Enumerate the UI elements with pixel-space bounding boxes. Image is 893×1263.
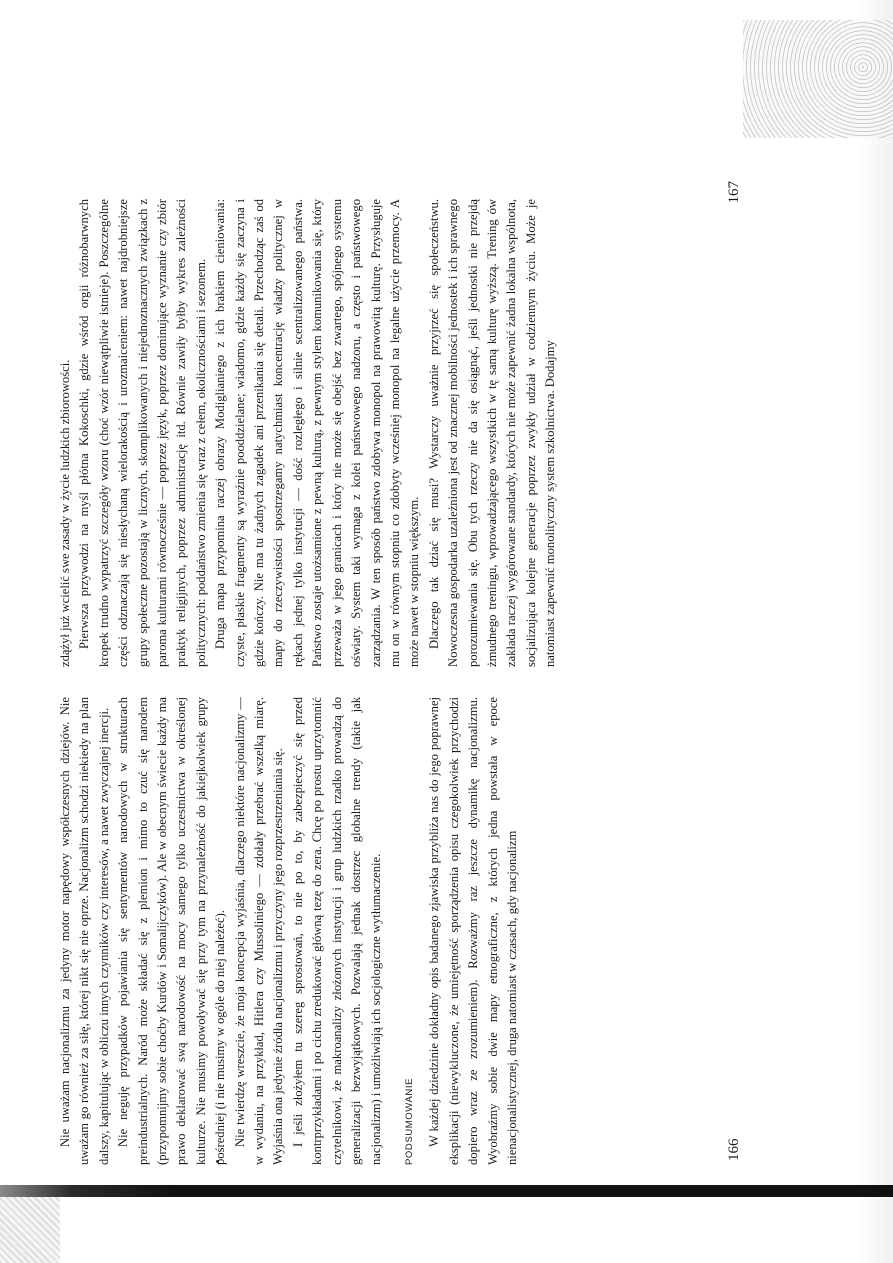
right-page-column — [56, 199, 718, 667]
paragraph: I jeśli złożyłem tu szereg sprostowań, to nie po to, by zabezpieczyć się przed kontrprzykładami i po cichu zredukować główną tezę do zera. Chcę po prostu uprzytomnić czytelnikowi, że makroanalizy złożonych instytucji i grup ludzkich rzadko prowadzą do generalizacji bezwyjątkowych. Pozwalają jednak dostrzec globalne trendy (takie jak nacjonalizm) i umożliwiają ich socjologiczne wytłumaczenie. — [290, 697, 383, 1165]
page-number-left: 166 — [726, 1138, 742, 1161]
section-heading: PODSUMOWANIE — [403, 1077, 415, 1165]
scan-binding-shadow — [0, 1185, 893, 1197]
paragraph: W każdej dziedzinie dokładny opis badanego zjawiska przybliża nas do jego poprawnej eksplikacji (niewykluczone, że umiejętność sporządzenia opisu czegokolwiek przychodzi dopiero wraz ze zrozumieniem). Rozważmy raz jeszcze dynamikę nacjonalizmu. Wyobraźmy sobie dwie mapy etnograficzne, z których jedna powstała w epoce nienacjonalistycznej, druga natomiast w czasach, gdy nacjonalizm — [427, 697, 519, 1165]
scan-noise-artifact — [743, 20, 893, 138]
paragraph: Dlaczego tak dziać się musi? Wystarczy uważnie przyjrzeć się społeczeństwu. Nowoczesna gospodarka uzależniona jest od znacznej mobilności jednostek i ich sprawnego porozumiewania się. Obu tych rzeczy nie da się osiągnąć, jeśli jednostki nie przejdą żmudnego treningu, wprowadzającego wszystkich w tę samą kulturę wyższą. Trening ów zakłada raczej wygórowane standardy, których nie może zapewnić żadna lokalna wspólnota, socjalizująca kolejne generacje poprzez zwykły udział w codziennym życiu. Może je natomiast zapewnić monolityczny system szkolnictwa. Dodajmy — [426, 199, 558, 667]
page-number-right: 167 — [726, 181, 742, 204]
scan-edge — [857, 0, 893, 1263]
paragraph: Pierwsza przywodzi na myśl płótna Kokoschki, gdzie wśród orgii różnobarwnych kropek trudno wypatrzyć szczegóły wzoru (choć wzór niewątpliwie istnieje). Poszczególne części odznaczają się niesłychaną wielorakością i urozmaiceniem: nawet najdrobniejsze grupy społeczne pozostają w licznych, skomplikowanych i niejednoznacznych związkach z paroma kulturami równocześnie — poprzez język, poprzez dominujące wyznanie czy zbiór praktyk religijnych, poprzez administrację itd. Równie zawiły byłby wykres zależności politycznych: poddaństwo zmienia się wraz z cełem, okolicznościami i sezonem. — [77, 199, 208, 667]
paragraph: Druga mapa przypomina raczej obrazy Modiglianiego z ich brakiem cieniowania: czyste, płaskie fragmenty są wyraźnie pooddzielane; wiadomo, gdzie każdy się zaczyna i gdzie kończy. Nie ma tu żadnych zagadek ani przenikania się detali. Przechodząc zaś od mapy do rzeczywistości spostrzegamy natychmiast koncentrację władzy politycznej w rękach jednej tylko instytucji — dość rozległego i silnie scentralizowanego państwa. Państwo zostaje utożsamione z pewną kulturą, z pewnym stylem komunikowania się, który przeważa w jego granicach i który nie może się obejść bez zwartego, spójnego systemu oświaty. System taki wymaga z kolei państwowego nadzoru, a często i państwowego zarządzania. W ten sposób państwo zdobywa monopol na prawowitą kulturę. Przysługuje mu on w równym stopniu co zdobyty wcześniej monopol na legalne użycie przemocy. A może nawet w stopniu większym. — [213, 199, 422, 667]
book-spread — [50, 175, 760, 1165]
left-page-column — [56, 697, 718, 1165]
paragraph: zdążył już wcielić swe zasady w życie ludzkich zbiorowości. — [58, 359, 72, 667]
paragraph: Nie twierdzę wreszcie, że moja koncepcja wyjaśnia, dlaczego niektóre nacjonalizmy — w wydaniu, na przykład, Hitlera czy Mussoliniego — zdołały przebrać wszelką miarę. Wyjaśnia ona jedynie źródła nacjonalizmu i przyczyny jego rozprzestrzeniania się. — [232, 697, 286, 1165]
scan-corner-artifact — [0, 1197, 60, 1263]
paragraph: Nie neguję przypadków pojawiania się sentymentów narodowych w strukturach preindustrialnych. Naród może składać się z plemion i mimo to czuć się narodem (przypomnijmy sobie choćby Kurdów i Somalijczyków). Ale w obecnym świecie każdy ma prawo deklarować swą narodowość na mocy samego tylko uczestnictwa w określonej kulturze. Nie musimy powoływać się przy tym na przynależność do jakiejkolwiek grupy pośredniej (i nie musimy w ogóle do niej należeć). — [116, 697, 228, 1165]
paragraph: Nie uważam nacjonalizmu za jedyny motor napędowy współczesnych dziejów. Nie uważam go również za siłę, której nikt się nie oprze. Nacjonalizm schodzi niekiedy na plan dalszy, kapitulując w obliczu innych czynników czy interesów, a nawet zwyczajnej inercji. — [58, 697, 111, 1165]
